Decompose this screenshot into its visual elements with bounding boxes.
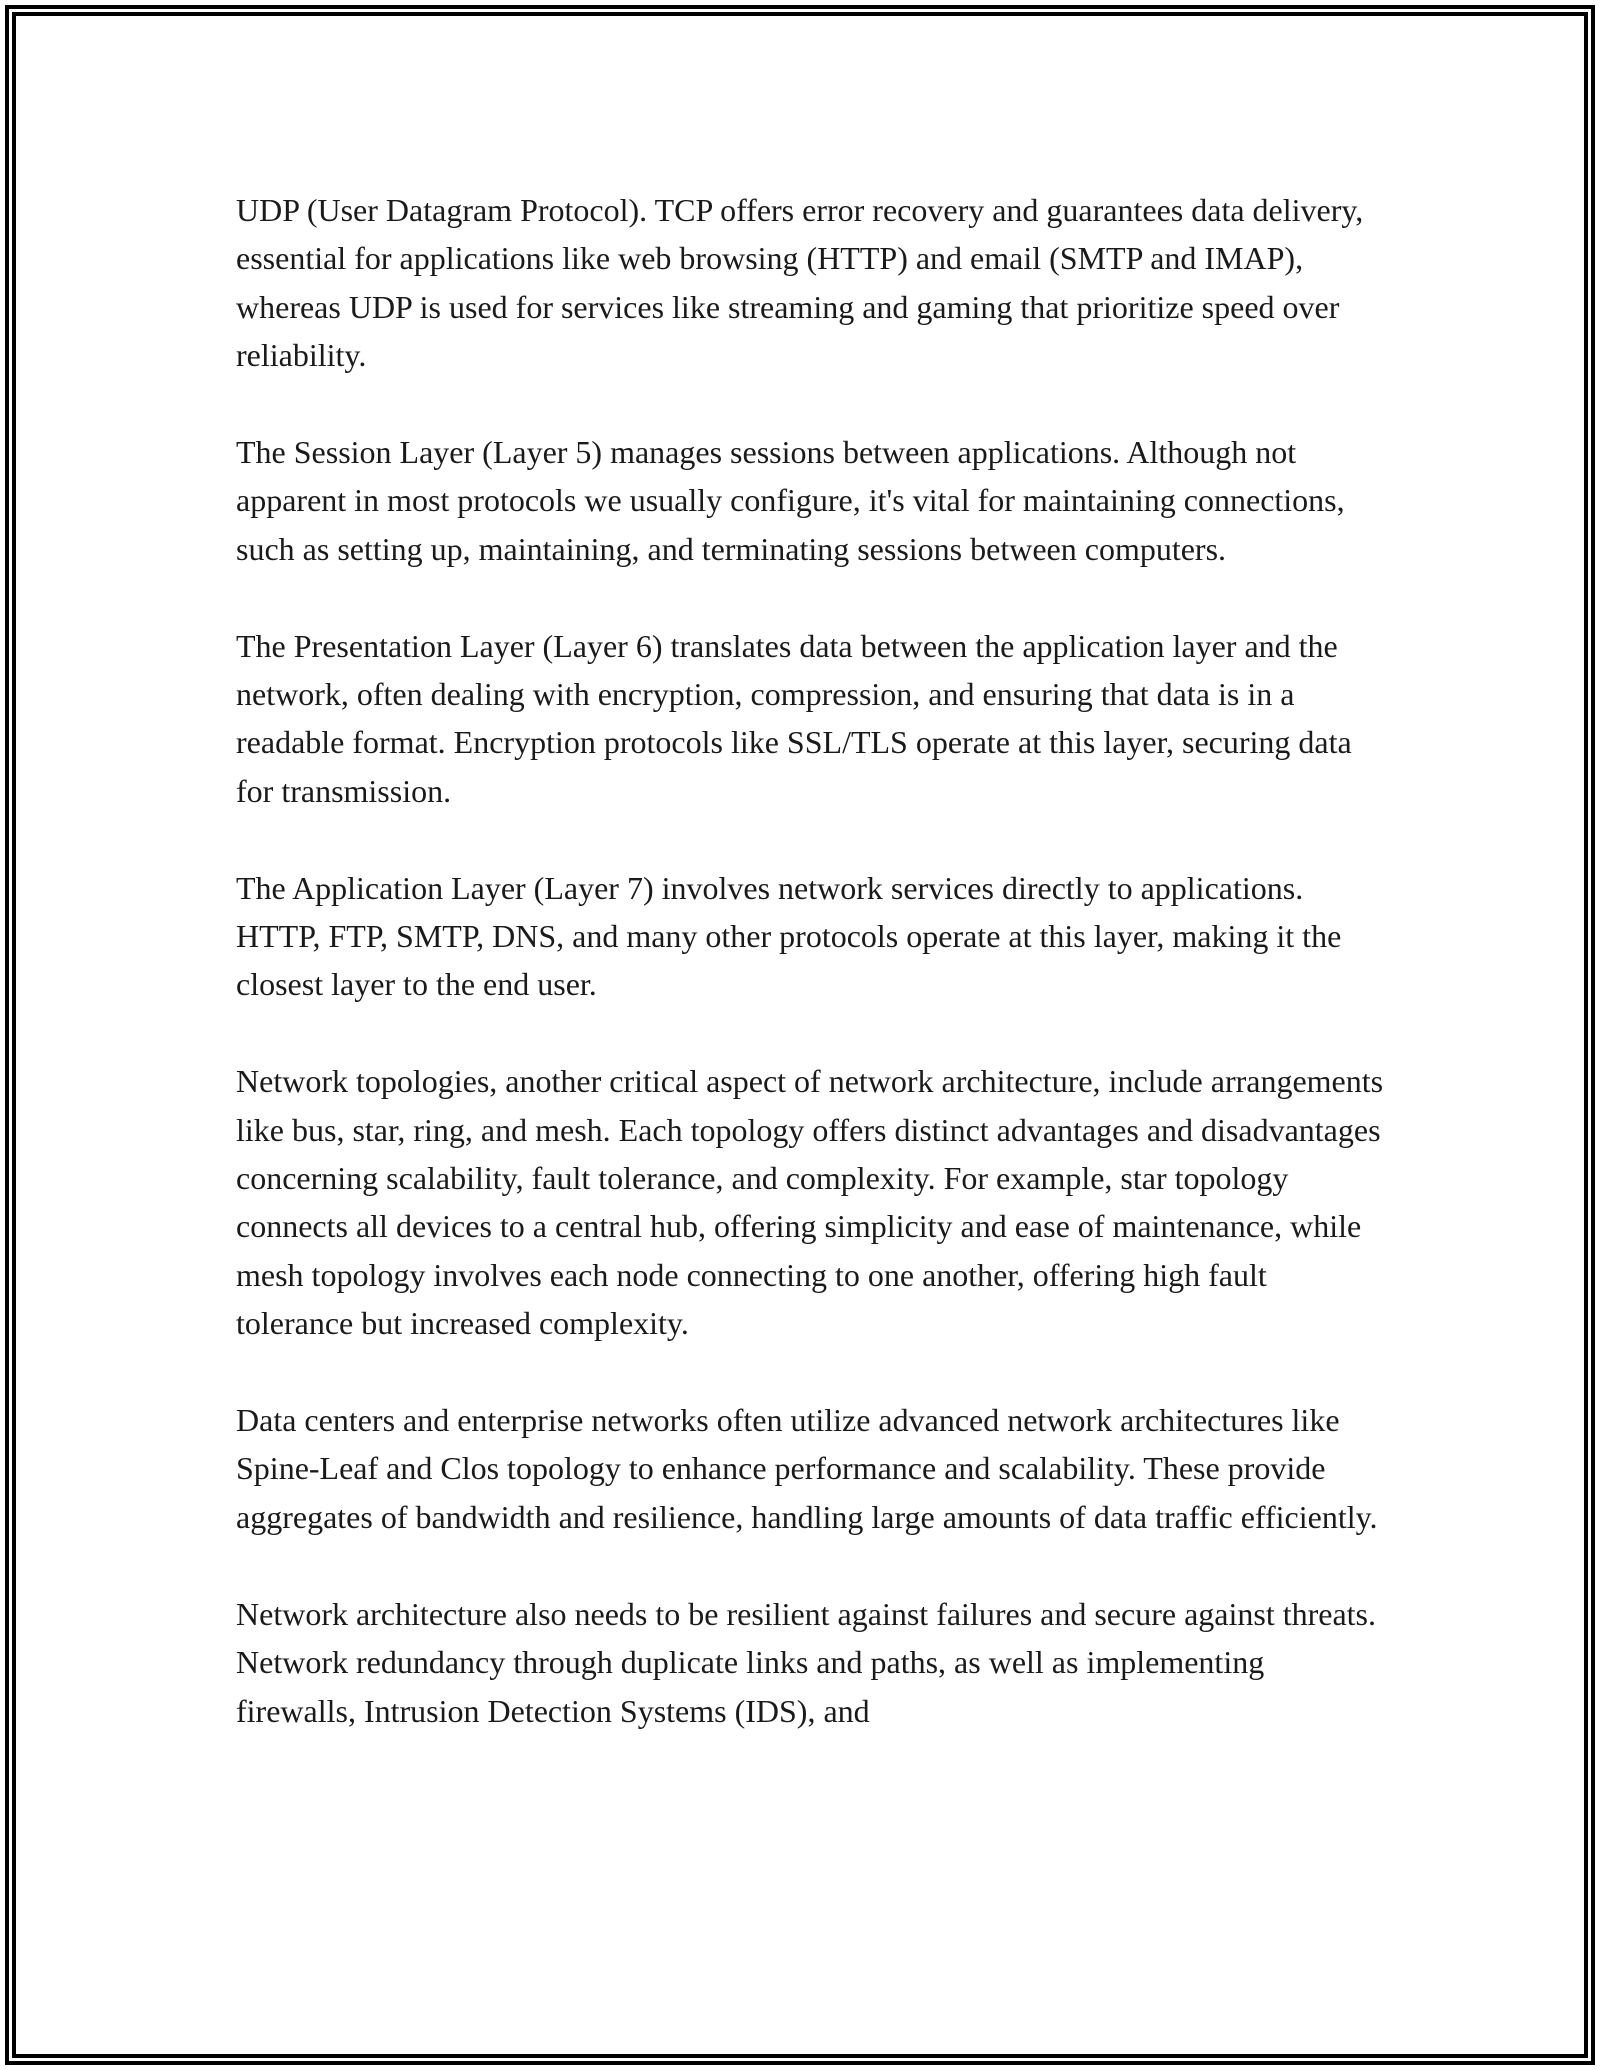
paragraph-udp-tcp: UDP (User Datagram Protocol). TCP offers error recovery and guarantees data delivery, essential for applications like web browsing (HTTP) and email (SMTP and IMAP), whereas UDP is used for services like streaming and gaming that prioritize speed over reliability. xyxy=(236,192,1364,374)
paragraph-data-centers: Data centers and enterprise networks often utilize advanced network architectures like Spine-Leaf and Clos topology to enhance performance and scalability. These provide aggregates of bandwidth and resilience, handling large amounts of data traffic efficiently. xyxy=(236,1402,1378,1535)
paragraph-network-topologies: Network topologies, another critical aspect of network architecture, include arrangements like bus, star, ring, and mesh. Each topology offers distinct advantages and disadvantages concerning scalability, fault tolerance, and complexity. For example, star topology connects all devices to a central hub, offering simplicity and ease of maintenance, while mesh topology involves each node connecting to one another, offering high fault tolerance but increased complexity. xyxy=(236,1063,1384,1342)
paragraph-session-layer: The Session Layer (Layer 5) manages sessions between applications. Although not apparent in most protocols we usually configure, it's vital for maintaining connections, such as setting up, maintaining, and terminating sessions between computers. xyxy=(236,434,1345,567)
paragraph-presentation-layer: The Presentation Layer (Layer 6) translates data between the application layer and the network, often dealing with encryption, compression, and ensuring that data is in a readable format. Encryption protocols like SSL/TLS operate at this layer, securing data for transmission. xyxy=(236,627,1352,809)
paragraph-resilience-security: Network architecture also needs to be resilient against failures and secure against threats. Network redundancy through duplicate links and paths, as well as implementing firewalls, Intrusion Detection Systems (IDS), and xyxy=(236,1595,1376,1729)
document-body xyxy=(236,186,1386,1735)
paragraph-application-layer: The Application Layer (Layer 7) involves network services directly to applications. HTTP, FTP, SMTP, DNS, and many other protocols operate at this layer, making it the closest layer to the end user. xyxy=(236,869,1342,1003)
